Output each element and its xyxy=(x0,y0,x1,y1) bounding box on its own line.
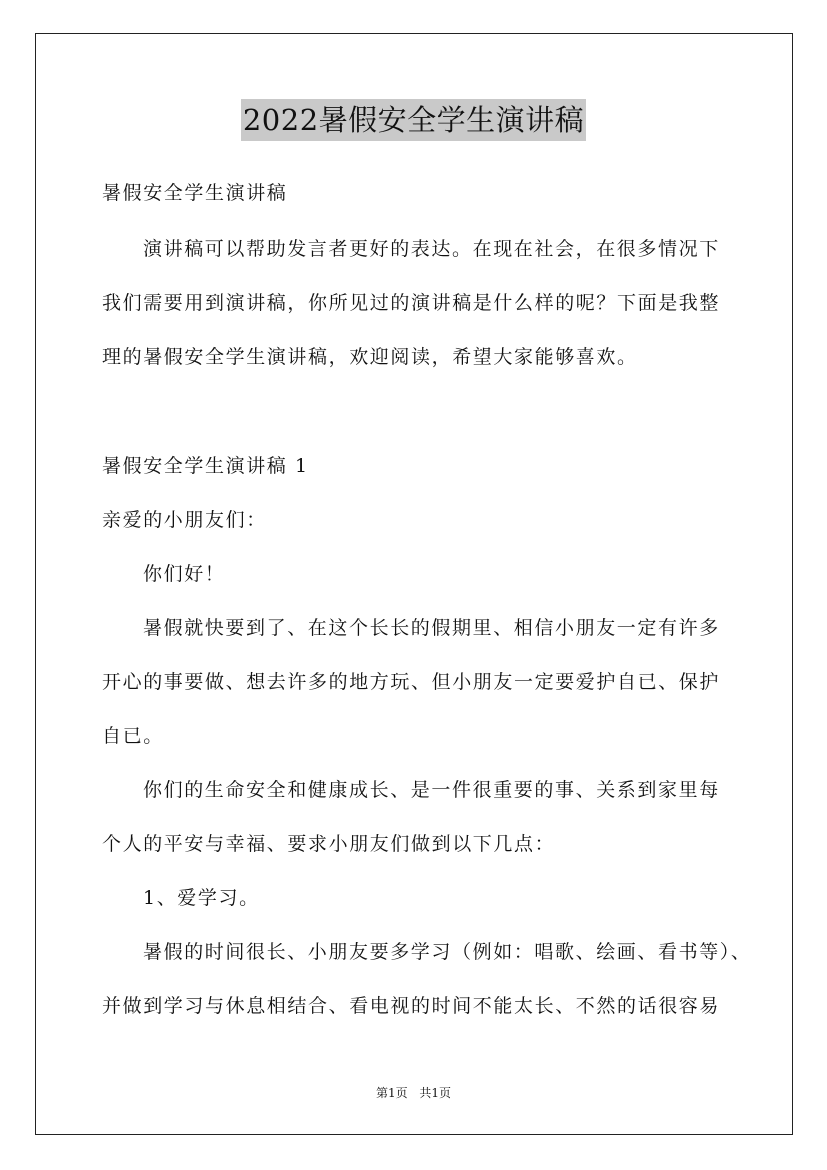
para3-line-2: 并做到学习与休息相结合、看电视的时间不能太长、不然的话很容易 xyxy=(102,995,721,1017)
para1-line-2: 开心的事要做、想去许多的地方玩、但小朋友一定要爱护自已、保护 xyxy=(102,671,721,693)
page-footer xyxy=(0,1084,827,1101)
para1-line-1: 暑假就快要到了、在这个长长的假期里、相信小朋友一定有许多 xyxy=(143,617,720,639)
intro-line-1: 演讲稿可以帮助发言者更好的表达。在现在社会，在很多情况下 xyxy=(143,238,720,260)
page-number: 第1页 xyxy=(375,1086,408,1100)
para1-line-3: 自已。 xyxy=(102,725,164,747)
greeting: 亲爱的小朋友们： xyxy=(102,509,267,531)
para3-line-1: 暑假的时间很长、小朋友要多学习（例如：唱歌、绘画、看书等）、 xyxy=(143,941,752,963)
para2-line-1: 你们的生命安全和健康成长、是一件很重要的事、关系到家里每 xyxy=(143,779,720,801)
page-total: 共1页 xyxy=(419,1086,452,1100)
hello-line: 你们好！ xyxy=(143,563,226,585)
para2-line-2: 个人的平安与幸福、要求小朋友们做到以下几点： xyxy=(102,833,556,855)
subtitle: 暑假安全学生演讲稿 xyxy=(102,182,288,204)
intro-line-2: 我们需要用到演讲稿，你所见过的演讲稿是什么样的呢？下面是我整 xyxy=(102,292,721,314)
section-heading: 暑假安全学生演讲稿 1 xyxy=(102,455,309,477)
intro-line-3: 理的暑假安全学生演讲稿，欢迎阅读，希望大家能够喜欢。 xyxy=(102,346,638,368)
point-1: 1、爱学习。 xyxy=(143,887,260,909)
document-title: 2022暑假安全学生演讲稿 xyxy=(241,99,586,141)
title-container xyxy=(0,99,827,141)
